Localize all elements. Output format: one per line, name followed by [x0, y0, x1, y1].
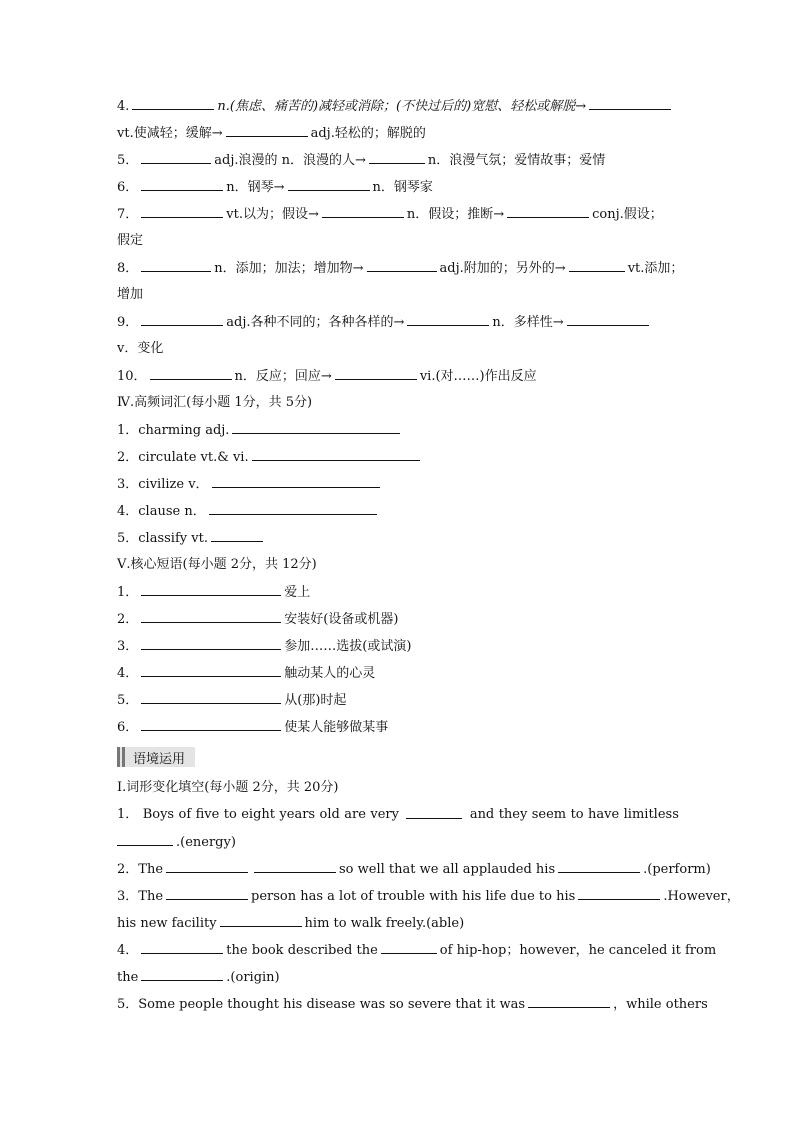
item-text: n．钢琴家 — [372, 180, 433, 195]
phrase-item — [117, 662, 679, 689]
question-text: ，while others — [613, 997, 708, 1012]
item-text: adj.浪漫的 n．浪漫的人→ — [214, 153, 366, 168]
question-1-cont — [117, 831, 679, 858]
answer-blank[interactable] — [211, 527, 263, 542]
item-text: 2．circulate vt.& vi. — [117, 450, 249, 465]
answer-blank[interactable] — [369, 149, 425, 164]
answer-blank[interactable] — [141, 608, 281, 623]
answer-blank[interactable] — [254, 858, 336, 873]
question-text: 5．Some people thought his disease was so severe that it was — [117, 997, 526, 1012]
item-number: 1． — [117, 585, 139, 600]
question-text: 2．The — [117, 862, 164, 877]
item-number: 10． — [117, 369, 147, 384]
word: are — [344, 807, 366, 822]
answer-blank[interactable] — [132, 95, 214, 110]
badge-bar-icon — [117, 747, 120, 767]
section-title: Ⅳ.高频词汇(每小题 1分，共 5分) — [117, 395, 313, 410]
vocab-word-item — [117, 500, 679, 527]
section-heading — [117, 554, 679, 581]
hint-word: .(origin) — [226, 970, 280, 985]
question-4-cont — [117, 966, 679, 993]
vocab-item-4-cont — [117, 122, 679, 149]
question-3 — [117, 885, 740, 912]
item-number: 7． — [117, 207, 139, 222]
answer-blank[interactable] — [507, 203, 589, 218]
item-text: 5．classify vt. — [117, 531, 208, 546]
item-text: 4．clause n． — [117, 504, 206, 519]
item-text: vt.以为；假设→ — [226, 207, 319, 222]
answer-blank[interactable] — [141, 689, 281, 704]
item-text: adj.附加的；另外的→ — [439, 261, 566, 276]
word: eight — [241, 807, 275, 822]
answer-blank[interactable] — [141, 176, 223, 191]
vocab-item-7-cont — [117, 230, 679, 257]
hint-word: .(energy) — [176, 835, 236, 850]
item-text: n.(焦虑、痛苦的)减轻或消除；(不快过后的)宽慰、轻松或解脱→ — [217, 99, 587, 114]
item-number: 5． — [117, 693, 139, 708]
item-number: 9． — [117, 315, 139, 330]
hint-word: .(perform) — [643, 862, 711, 877]
phrase-item — [117, 689, 679, 716]
item-number: 1． — [117, 807, 139, 822]
vocab-word-item — [117, 527, 679, 554]
item-number: 8． — [117, 261, 139, 276]
answer-blank[interactable] — [288, 176, 370, 191]
answer-blank[interactable] — [322, 203, 404, 218]
answer-blank[interactable] — [150, 365, 232, 380]
section-title: Ⅴ.核心短语(每小题 2分，共 12分) — [117, 557, 317, 572]
vocab-item-8 — [117, 257, 684, 284]
vocab-word-item — [117, 473, 679, 500]
worksheet-page — [117, 95, 740, 1020]
question-text: of hip-hop；however，he canceled it from — [439, 943, 717, 958]
answer-blank[interactable] — [141, 635, 281, 650]
answer-blank[interactable] — [141, 939, 223, 954]
item-text: conj.假设； — [592, 207, 663, 222]
badge-label: 语境运用 — [133, 751, 186, 767]
item-text: n．浪漫气氛；爱情故事；爱情 — [427, 153, 606, 168]
item-text: 使某人能够做某事 — [284, 720, 389, 735]
word: seem — [531, 807, 567, 822]
item-number: 2． — [117, 612, 139, 627]
question-4 — [117, 939, 717, 966]
answer-blank[interactable] — [141, 203, 223, 218]
word: of — [178, 807, 192, 822]
answer-blank[interactable] — [252, 446, 420, 461]
answer-blank[interactable] — [407, 311, 489, 326]
question-text: so well that we all applauded his — [339, 862, 556, 877]
answer-blank[interactable] — [141, 149, 211, 164]
item-number: 4． — [117, 943, 139, 958]
question-text: his new facility — [117, 916, 217, 931]
answer-blank[interactable] — [558, 858, 640, 873]
answer-blank[interactable] — [166, 885, 248, 900]
answer-blank[interactable] — [589, 95, 671, 110]
word: and — [469, 807, 495, 822]
item-text: 安装好(设备或机器) — [284, 612, 399, 627]
section-heading — [117, 392, 679, 419]
item-text: vt.使减轻；缓解→ — [117, 126, 223, 141]
answer-blank[interactable] — [141, 716, 281, 731]
phrase-item — [117, 716, 679, 743]
answer-blank[interactable] — [141, 966, 223, 981]
vocab-item-5 — [117, 149, 679, 176]
word: old — [319, 807, 340, 822]
item-number: 3． — [117, 639, 139, 654]
answer-blank[interactable] — [567, 311, 649, 326]
word: to — [570, 807, 584, 822]
word: very — [370, 807, 399, 822]
item-text: vt.添加； — [627, 261, 684, 276]
item-text: 爱上 — [284, 585, 311, 600]
word: years — [279, 807, 316, 822]
answer-blank[interactable] — [335, 365, 417, 380]
item-number: 4． — [117, 666, 139, 681]
answer-blank[interactable] — [578, 885, 660, 900]
item-number: 5． — [117, 153, 139, 168]
answer-blank[interactable] — [381, 939, 437, 954]
item-text: n．多样性→ — [492, 315, 564, 330]
item-text: 增加 — [117, 287, 144, 302]
hint-word: him to walk freely.(able) — [304, 916, 465, 931]
item-text: 参加……选拔(或试演) — [284, 639, 412, 654]
item-text: 1．charming adj. — [117, 423, 230, 438]
item-text: n．反应；回应→ — [234, 369, 332, 384]
question-text: the — [117, 970, 139, 985]
answer-blank[interactable] — [141, 257, 211, 272]
item-text: adj.各种不同的；各种各样的→ — [226, 315, 405, 330]
answer-blank[interactable] — [232, 419, 400, 434]
question-3-cont — [117, 912, 679, 939]
word: Boys — [142, 807, 175, 822]
answer-blank[interactable] — [141, 662, 281, 677]
question-text: .However， — [663, 889, 740, 904]
item-number: 6． — [117, 720, 139, 735]
question-1 — [117, 804, 679, 831]
vocab-item-9-cont — [117, 338, 679, 365]
badge-bar-icon — [122, 747, 125, 767]
item-number: 6． — [117, 180, 139, 195]
item-text: 3．civilize v． — [117, 477, 209, 492]
phrase-item — [117, 581, 679, 608]
section-badge — [117, 747, 195, 767]
section-title: Ⅰ.词形变化填空(每小题 2分，共 20分) — [117, 780, 339, 795]
item-text: n．假设；推断→ — [406, 207, 505, 222]
phrase-item — [117, 635, 679, 662]
item-text: adj.轻松的；解脱的 — [310, 126, 426, 141]
answer-blank[interactable] — [209, 500, 377, 515]
vocab-item-7 — [117, 203, 679, 230]
vocab-item-6 — [117, 176, 679, 203]
word: to — [223, 807, 237, 822]
item-text: n．添加；加法；增加物→ — [214, 261, 364, 276]
item-text: 触动某人的心灵 — [284, 666, 376, 681]
vocab-item-8-cont — [117, 284, 679, 311]
question-2 — [117, 858, 711, 885]
answer-blank[interactable] — [220, 912, 302, 927]
item-text: vi.(对……)作出反应 — [419, 369, 537, 384]
word: they — [498, 807, 528, 822]
word: five — [195, 807, 220, 822]
answer-blank[interactable] — [367, 257, 437, 272]
section-heading — [117, 777, 679, 804]
answer-blank[interactable] — [569, 257, 625, 272]
item-text: n．钢琴→ — [226, 180, 285, 195]
vocab-word-item — [117, 419, 679, 446]
item-text: 假定 — [117, 233, 144, 248]
answer-blank[interactable] — [141, 311, 223, 326]
answer-blank[interactable] — [406, 804, 462, 819]
item-text: 从(那)时起 — [284, 693, 347, 708]
vocab-item-4 — [117, 95, 679, 122]
answer-blank[interactable] — [528, 993, 610, 1008]
vocab-item-10 — [117, 365, 679, 392]
word: limitless — [623, 807, 679, 822]
phrase-item — [117, 608, 679, 635]
word: have — [588, 807, 620, 822]
vocab-word-item — [117, 446, 679, 473]
answer-blank[interactable] — [117, 831, 173, 846]
question-5 — [117, 993, 708, 1020]
vocab-item-9 — [117, 311, 679, 338]
item-text: v．变化 — [117, 341, 164, 356]
answer-blank[interactable] — [226, 122, 308, 137]
question-text: the book described the — [226, 943, 378, 958]
answer-blank[interactable] — [141, 581, 281, 596]
item-number: 4. — [117, 99, 130, 114]
answer-blank[interactable] — [166, 858, 248, 873]
question-text: person has a lot of trouble with his life due to his — [251, 889, 576, 904]
question-text: 3．The — [117, 889, 164, 904]
answer-blank[interactable] — [212, 473, 380, 488]
